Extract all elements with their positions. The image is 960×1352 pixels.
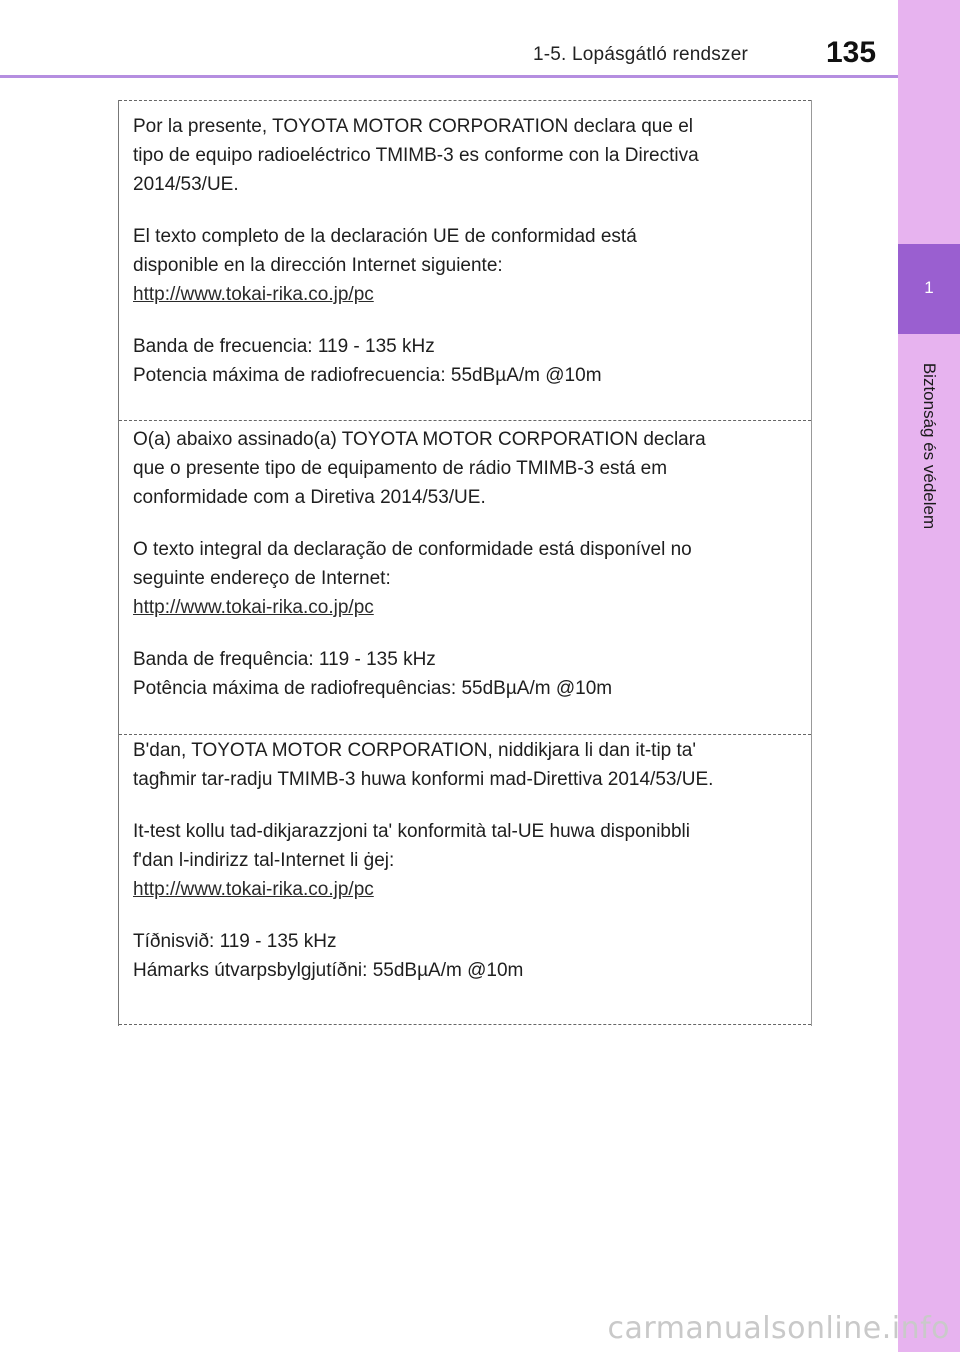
- declaration-line: B'dan, TOYOTA MOTOR CORPORATION, niddikjara li dan it-tip ta': [133, 740, 697, 761]
- chapter-number: 1: [924, 278, 934, 297]
- declaration-line: 2014/53/UE.: [133, 174, 239, 195]
- declaration-maltese: [133, 736, 783, 985]
- declaration-line: El texto completo de la declaración UE de conformidad está: [133, 226, 637, 247]
- declaration-line: seguinte endereço de Internet:: [133, 568, 391, 589]
- declaration-link[interactable]: http://www.tokai-rika.co.jp/pc: [133, 879, 374, 900]
- declaration-scan: [118, 100, 812, 1026]
- declaration-line: disponible en la dirección Internet siguiente:: [133, 255, 503, 276]
- declaration-link[interactable]: http://www.tokai-rika.co.jp/pc: [133, 597, 374, 618]
- declaration-line: f'dan l-indirizz tal-Internet li ġej:: [133, 850, 395, 871]
- declaration-line: que o presente tipo de equipamento de rádio TMIMB-3 está em: [133, 458, 668, 479]
- spec-line: Banda de frequência: 119 - 135 kHz: [133, 649, 436, 670]
- chapter-title: Biztonság és védelem: [920, 362, 939, 530]
- section-title: 1-5. Lopásgátló rendszer: [533, 44, 748, 65]
- dashed-divider: [119, 734, 811, 735]
- declaration-spanish: [133, 112, 783, 390]
- side-tab: [898, 0, 960, 1352]
- spec-line: Hámarks útvarpsbylgjutíðni: 55dBµA/m @10m: [133, 960, 524, 981]
- declaration-line: It-test kollu tad-dikjarazzjoni ta' konformità tal-UE huwa disponibbli: [133, 821, 690, 842]
- site-watermark: carmanualsonline.info: [607, 1311, 950, 1346]
- spec-line: Potencia máxima de radiofrecuencia: 55dBµA/m @10m: [133, 365, 602, 386]
- dashed-divider: [119, 420, 811, 421]
- declaration-line: tagħmir tar-radju TMIMB-3 huwa konformi mad-Direttiva 2014/53/UE.: [133, 769, 714, 790]
- declaration-line: tipo de equipo radioeléctrico TMIMB-3 es conforme con la Directiva: [133, 145, 699, 166]
- declaration-portuguese: [133, 425, 783, 703]
- dashed-divider: [119, 100, 811, 101]
- declaration-line: conformidade com a Diretiva 2014/53/UE.: [133, 487, 486, 508]
- declaration-line: Por la presente, TOYOTA MOTOR CORPORATION declara que el: [133, 116, 693, 137]
- declaration-line: O texto integral da declaração de conformidade está disponível no: [133, 539, 692, 560]
- spec-line: Potência máxima de radiofrequências: 55dBµA/m @10m: [133, 678, 613, 699]
- chapter-tab[interactable]: [898, 244, 960, 334]
- declaration-line: O(a) abaixo assinado(a) TOYOTA MOTOR CORPORATION declara: [133, 429, 706, 450]
- spec-line: Tíðnisvið: 119 - 135 kHz: [133, 931, 337, 952]
- spec-line: Banda de frecuencia: 119 - 135 kHz: [133, 336, 435, 357]
- page-number: 135: [826, 36, 877, 69]
- header-rule: [0, 75, 898, 78]
- declaration-link[interactable]: http://www.tokai-rika.co.jp/pc: [133, 284, 374, 305]
- dashed-divider: [119, 1024, 811, 1025]
